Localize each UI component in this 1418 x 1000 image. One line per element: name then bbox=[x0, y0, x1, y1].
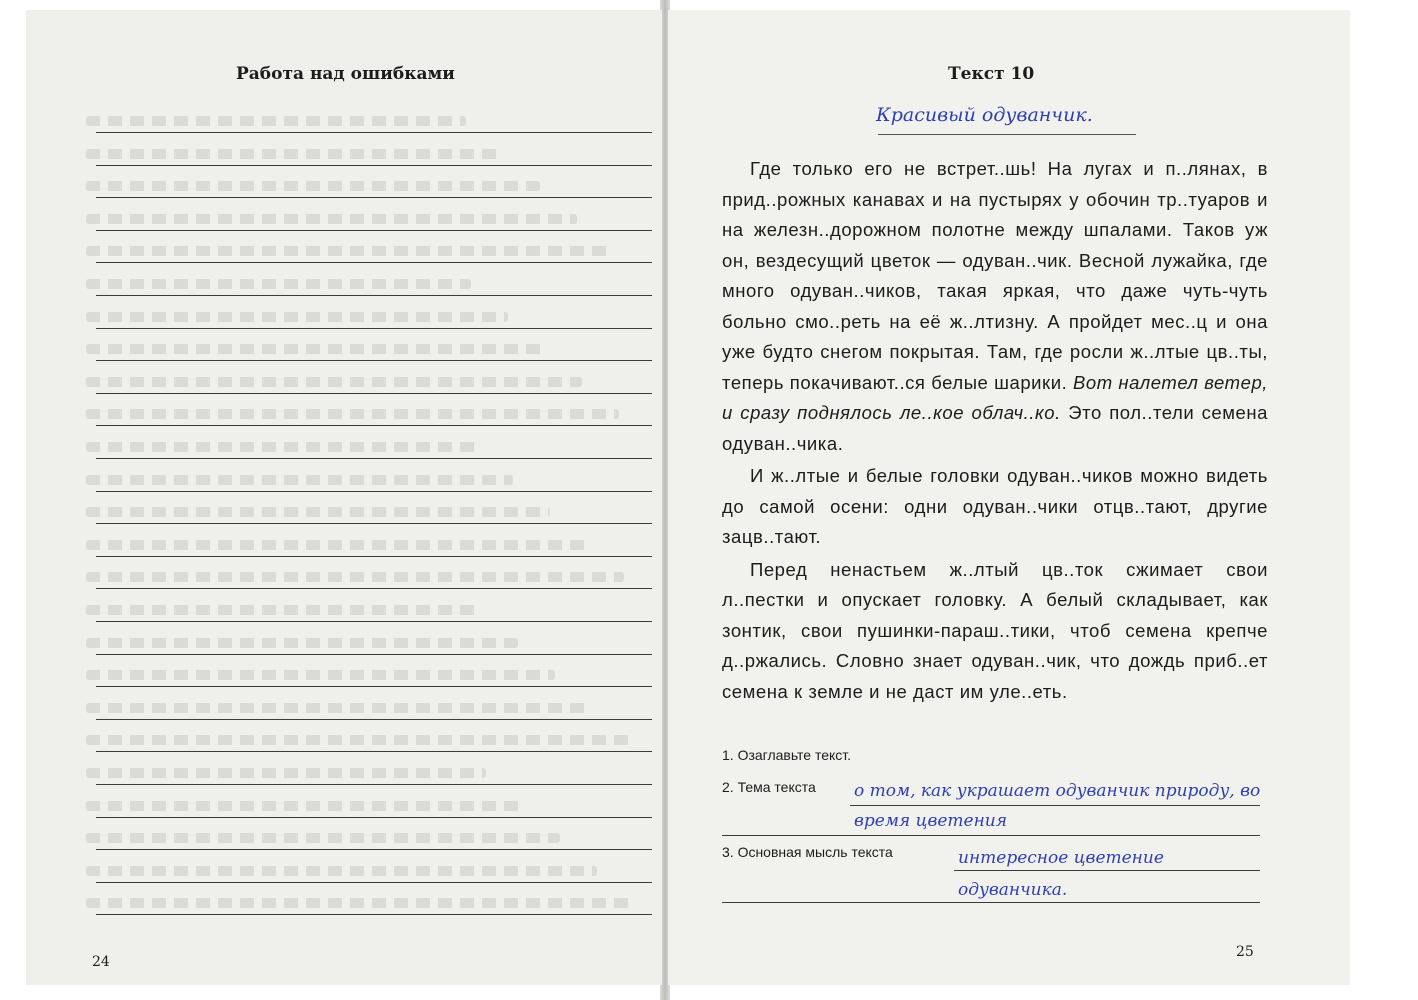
bleed-through-text bbox=[86, 507, 550, 517]
task-3-label: 3. Основная мысль текста bbox=[722, 844, 893, 860]
writing-line bbox=[96, 784, 652, 785]
writing-line bbox=[96, 491, 652, 492]
paragraph-1-text: Где только его не встрет..шь! На лугах и п..лянах, в прид..рожных канавах и на пустырях у обочин тр..туаров и на железн..дорожном полотне между шпалами. Таков уж он, вездесущий цветок — одуван..чик. Весной лужайка, где много одуван..чиков, такая яркая, что даже чуть-чуть больно смо..реть на её ж..лтизну. А пройдет мес..ц и она уже будто снегом покрытая. Там, где росли ж..лтые цв..ты, теперь покачивают..ся белые шарики. bbox=[722, 158, 1268, 393]
bleed-through-text bbox=[86, 735, 629, 745]
writing-line bbox=[96, 393, 652, 394]
writing-line bbox=[96, 197, 652, 198]
bleed-through-text bbox=[86, 801, 523, 811]
bleed-through-text bbox=[86, 344, 545, 354]
writing-line bbox=[96, 556, 652, 557]
bleed-through-text bbox=[86, 246, 614, 256]
bleed-through-text bbox=[86, 670, 555, 680]
bleed-through-text bbox=[86, 116, 466, 126]
bleed-through-text bbox=[86, 703, 592, 713]
task-2-label: 2. Тема текста bbox=[722, 779, 816, 795]
bleed-through-text bbox=[86, 149, 503, 159]
right-page-number: 25 bbox=[1236, 944, 1254, 960]
bleed-through-text bbox=[86, 475, 513, 485]
left-page bbox=[26, 10, 662, 985]
writing-line bbox=[96, 425, 652, 426]
writing-line bbox=[96, 849, 652, 850]
paragraph-2: И ж..лтые и белые головки одуван..чиков можно видеть до самой осени: одни одуван..чики отцв..тают, другие зацв..тают. bbox=[722, 465, 1268, 547]
writing-line bbox=[96, 295, 652, 296]
bleed-through-text bbox=[86, 312, 508, 322]
writing-line bbox=[96, 621, 652, 622]
bleed-through-text bbox=[86, 572, 624, 582]
bleed-through-text bbox=[86, 442, 476, 452]
writing-line bbox=[96, 751, 652, 752]
writing-line bbox=[96, 914, 652, 915]
right-page-title: Текст 10 bbox=[948, 64, 1035, 84]
italic-sentence: Вот налетел ветер, и сразу поднялось ле..кое облач..ко. bbox=[722, 371, 1268, 423]
writing-line bbox=[96, 458, 652, 459]
bleed-through-text bbox=[86, 214, 577, 224]
left-page-number: 24 bbox=[92, 954, 110, 970]
bleed-through-text bbox=[86, 866, 597, 876]
writing-line bbox=[96, 654, 652, 655]
after-italic-sentence: Это пол..тели семена одуван..чика. bbox=[722, 402, 1268, 454]
writing-line bbox=[96, 588, 652, 589]
text-body bbox=[722, 154, 1268, 709]
paragraph-3: Перед ненастьем ж..лтый цв..ток сжимает свои л..пестки и опускает головку. А белый складывает, как зонтик, свои пушинки-параш..тики, чтоб семена крепче д..ржались. Словно знает одуван..чик, что дождь приб..ет семена к земле и не даст им уле..еть. bbox=[722, 558, 1268, 702]
task-3-answer: интересное цветение одуванчика. bbox=[958, 848, 1164, 900]
bleed-through-text bbox=[86, 638, 518, 648]
bleed-through-text bbox=[86, 377, 582, 387]
writing-line bbox=[96, 262, 652, 263]
bleed-through-text bbox=[86, 605, 481, 615]
paragraph-1 bbox=[722, 154, 1268, 459]
bleed-through-text bbox=[86, 279, 471, 289]
writing-line bbox=[96, 523, 652, 524]
bleed-through-text bbox=[86, 540, 587, 550]
writing-line bbox=[96, 132, 652, 133]
writing-line bbox=[96, 719, 652, 720]
writing-line bbox=[96, 230, 652, 231]
title-underline bbox=[878, 134, 1136, 135]
bleed-through-text bbox=[86, 768, 486, 778]
writing-line bbox=[96, 686, 652, 687]
bleed-through-text bbox=[86, 898, 634, 908]
writing-line bbox=[96, 328, 652, 329]
bleed-through-text bbox=[86, 833, 560, 843]
task-2-answer: о том, как украшает одуванчик природу, во время цветения bbox=[854, 781, 1261, 831]
right-page bbox=[668, 10, 1350, 985]
writing-line bbox=[96, 360, 652, 361]
writing-line bbox=[96, 817, 652, 818]
handwritten-title: Красивый одуванчик. bbox=[876, 104, 1093, 126]
writing-line bbox=[96, 165, 652, 166]
left-page-title: Работа над ошибками bbox=[236, 64, 455, 84]
bleed-through-text bbox=[86, 409, 619, 419]
task-1-label: 1. Озаглавьте текст. bbox=[722, 747, 852, 763]
bleed-through-text bbox=[86, 181, 540, 191]
writing-line bbox=[96, 882, 652, 883]
